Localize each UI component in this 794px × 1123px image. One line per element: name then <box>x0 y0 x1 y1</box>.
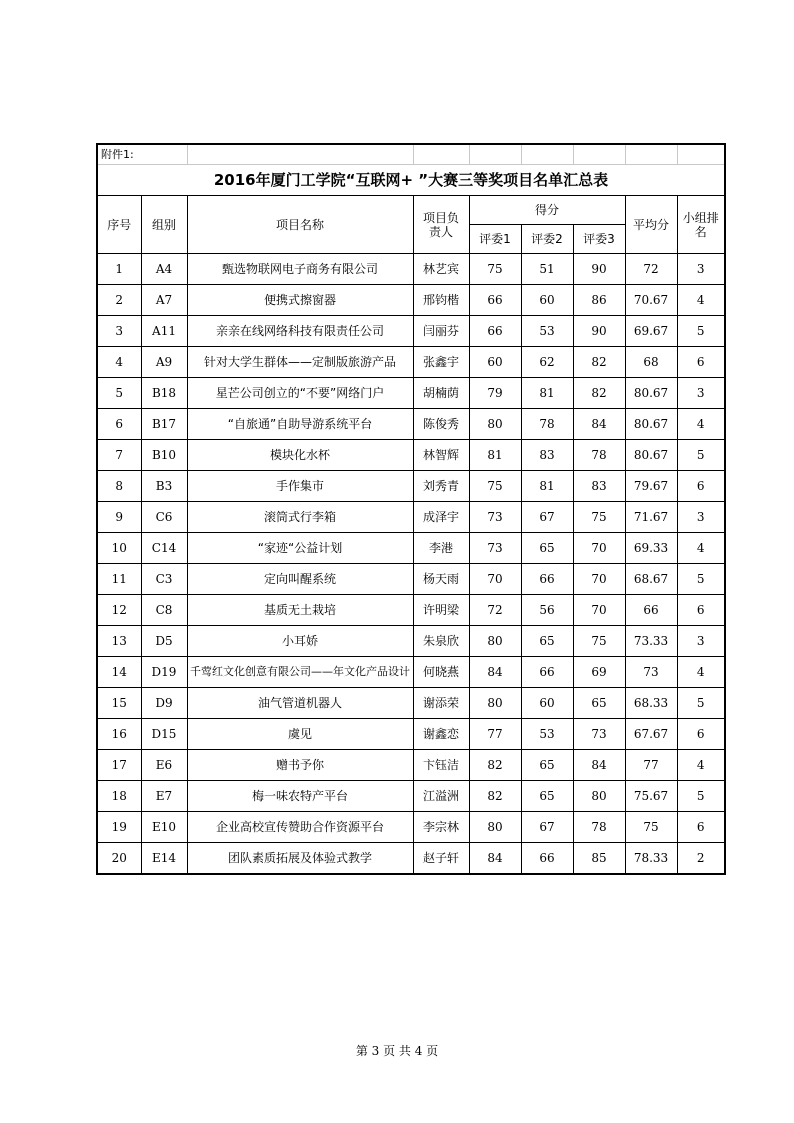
cell-judge1: 80 <box>469 688 521 719</box>
cell-leader: 卞钰洁 <box>413 750 469 781</box>
cell-judge3: 65 <box>573 688 625 719</box>
header-leader: 项目负责人 <box>413 196 469 254</box>
cell-group: B3 <box>141 471 187 502</box>
cell-judge2: 60 <box>521 285 573 316</box>
cell-judge2: 62 <box>521 347 573 378</box>
cell-average: 75.67 <box>625 781 677 812</box>
cell-index: 4 <box>97 347 141 378</box>
cell-index: 20 <box>97 843 141 875</box>
cell-average: 69.33 <box>625 533 677 564</box>
cell-project-name: 千莺红文化创意有限公司——年文化产品设计 <box>187 657 413 688</box>
cell-average: 70.67 <box>625 285 677 316</box>
table-row <box>97 533 725 564</box>
cell-rank: 4 <box>677 285 725 316</box>
cell-judge2: 65 <box>521 781 573 812</box>
cell-group: C14 <box>141 533 187 564</box>
cell-judge3: 84 <box>573 409 625 440</box>
cell-average: 66 <box>625 595 677 626</box>
cell-index: 12 <box>97 595 141 626</box>
cell-leader: 朱泉欣 <box>413 626 469 657</box>
cell-average: 69.67 <box>625 316 677 347</box>
cell-project-name: 企业高校宣传赞助合作资源平台 <box>187 812 413 843</box>
cell-index: 6 <box>97 409 141 440</box>
cell-rank: 4 <box>677 409 725 440</box>
table-title: 2016年厦门工学院“互联网+ ”大赛三等奖项目名单汇总表 <box>97 165 725 196</box>
cell-project-name: “自旅通”自助导游系统平台 <box>187 409 413 440</box>
cell-project-name: 滚筒式行李箱 <box>187 502 413 533</box>
cell-judge2: 65 <box>521 626 573 657</box>
cell-index: 1 <box>97 254 141 285</box>
cell-project-name: 梅一味农特产平台 <box>187 781 413 812</box>
table-row <box>97 471 725 502</box>
cell-index: 2 <box>97 285 141 316</box>
cell-judge2: 53 <box>521 719 573 750</box>
cell-rank: 6 <box>677 595 725 626</box>
cell-rank: 4 <box>677 657 725 688</box>
cell-judge1: 75 <box>469 471 521 502</box>
cell-project-name: 模块化水杯 <box>187 440 413 471</box>
cell-leader: 江溢洲 <box>413 781 469 812</box>
award-table <box>96 143 726 875</box>
cell-judge2: 81 <box>521 471 573 502</box>
cell-average: 68.67 <box>625 564 677 595</box>
table-row <box>97 285 725 316</box>
cell-group: E6 <box>141 750 187 781</box>
table-row <box>97 781 725 812</box>
cell-judge3: 86 <box>573 285 625 316</box>
cell-judge1: 80 <box>469 812 521 843</box>
cell-project-name: “家迹“公益计划 <box>187 533 413 564</box>
cell-rank: 5 <box>677 688 725 719</box>
cell-judge2: 81 <box>521 378 573 409</box>
cell-average: 77 <box>625 750 677 781</box>
cell-average: 73 <box>625 657 677 688</box>
cell-judge2: 83 <box>521 440 573 471</box>
cell-judge3: 83 <box>573 471 625 502</box>
cell-judge2: 67 <box>521 812 573 843</box>
cell-average: 68.33 <box>625 688 677 719</box>
cell-project-name: 赠书予你 <box>187 750 413 781</box>
cell-judge2: 65 <box>521 533 573 564</box>
cell-judge3: 80 <box>573 781 625 812</box>
cell-rank: 6 <box>677 719 725 750</box>
table-row <box>97 564 725 595</box>
cell-judge1: 79 <box>469 378 521 409</box>
cell-project-name: 星芒公司创立的“不要”网络门户 <box>187 378 413 409</box>
cell-group: B18 <box>141 378 187 409</box>
cell-judge1: 82 <box>469 750 521 781</box>
cell-judge1: 77 <box>469 719 521 750</box>
table-row <box>97 719 725 750</box>
cell-judge3: 82 <box>573 378 625 409</box>
cell-leader: 陈俊秀 <box>413 409 469 440</box>
table-row <box>97 750 725 781</box>
cell-leader: 李港 <box>413 533 469 564</box>
header-rank: 小组排名 <box>677 196 725 254</box>
cell-judge1: 84 <box>469 843 521 875</box>
cell-average: 79.67 <box>625 471 677 502</box>
cell-leader: 成泽宇 <box>413 502 469 533</box>
cell-group: E14 <box>141 843 187 875</box>
cell-judge3: 70 <box>573 564 625 595</box>
cell-judge3: 84 <box>573 750 625 781</box>
cell-judge2: 66 <box>521 843 573 875</box>
cell-group: D5 <box>141 626 187 657</box>
cell-index: 10 <box>97 533 141 564</box>
cell-judge1: 82 <box>469 781 521 812</box>
cell-group: D19 <box>141 657 187 688</box>
cell-leader: 谢鑫恋 <box>413 719 469 750</box>
cell-judge1: 80 <box>469 409 521 440</box>
cell-judge3: 85 <box>573 843 625 875</box>
table-row <box>97 843 725 875</box>
cell-index: 8 <box>97 471 141 502</box>
cell-judge1: 84 <box>469 657 521 688</box>
cell-group: E7 <box>141 781 187 812</box>
header-judge2: 评委2 <box>521 225 573 254</box>
cell-average: 80.67 <box>625 440 677 471</box>
table-row <box>97 502 725 533</box>
cell-judge1: 75 <box>469 254 521 285</box>
cell-judge1: 66 <box>469 316 521 347</box>
cell-judge3: 75 <box>573 626 625 657</box>
cell-project-name: 手作集市 <box>187 471 413 502</box>
cell-judge1: 81 <box>469 440 521 471</box>
cell-judge2: 56 <box>521 595 573 626</box>
cell-project-name: 基质无土栽培 <box>187 595 413 626</box>
cell-average: 73.33 <box>625 626 677 657</box>
title-row <box>97 165 725 196</box>
cell-leader: 张鑫宇 <box>413 347 469 378</box>
cell-index: 3 <box>97 316 141 347</box>
cell-group: B10 <box>141 440 187 471</box>
cell-judge2: 65 <box>521 750 573 781</box>
cell-judge3: 90 <box>573 316 625 347</box>
cell-index: 7 <box>97 440 141 471</box>
cell-leader: 刘秀青 <box>413 471 469 502</box>
cell-group: A4 <box>141 254 187 285</box>
cell-judge3: 70 <box>573 533 625 564</box>
cell-judge2: 60 <box>521 688 573 719</box>
cell-leader: 胡楠荫 <box>413 378 469 409</box>
cell-rank: 5 <box>677 781 725 812</box>
cell-project-name: 油气管道机器人 <box>187 688 413 719</box>
cell-judge2: 51 <box>521 254 573 285</box>
cell-group: C3 <box>141 564 187 595</box>
cell-index: 13 <box>97 626 141 657</box>
cell-group: E10 <box>141 812 187 843</box>
cell-judge1: 73 <box>469 502 521 533</box>
cell-rank: 5 <box>677 564 725 595</box>
cell-judge3: 69 <box>573 657 625 688</box>
cell-judge1: 66 <box>469 285 521 316</box>
table-row <box>97 626 725 657</box>
header-index: 序号 <box>97 196 141 254</box>
cell-group: C6 <box>141 502 187 533</box>
cell-judge3: 70 <box>573 595 625 626</box>
cell-project-name: 便携式擦窗器 <box>187 285 413 316</box>
cell-average: 80.67 <box>625 378 677 409</box>
cell-judge3: 82 <box>573 347 625 378</box>
cell-rank: 3 <box>677 254 725 285</box>
cell-judge2: 67 <box>521 502 573 533</box>
cell-judge3: 73 <box>573 719 625 750</box>
cell-judge3: 90 <box>573 254 625 285</box>
cell-leader: 谢添荣 <box>413 688 469 719</box>
cell-group: A11 <box>141 316 187 347</box>
cell-leader: 李宗林 <box>413 812 469 843</box>
table-row <box>97 440 725 471</box>
cell-group: D9 <box>141 688 187 719</box>
cell-leader: 林智辉 <box>413 440 469 471</box>
cell-average: 72 <box>625 254 677 285</box>
table-row <box>97 688 725 719</box>
table-row <box>97 409 725 440</box>
table-row <box>97 378 725 409</box>
cell-leader: 闫丽芬 <box>413 316 469 347</box>
cell-project-name: 团队素质拓展及体验式教学 <box>187 843 413 875</box>
table-row <box>97 316 725 347</box>
cell-index: 17 <box>97 750 141 781</box>
cell-rank: 3 <box>677 626 725 657</box>
cell-group: A9 <box>141 347 187 378</box>
cell-rank: 2 <box>677 843 725 875</box>
table-row <box>97 347 725 378</box>
header-judge3: 评委3 <box>573 225 625 254</box>
table-row <box>97 254 725 285</box>
cell-group: C8 <box>141 595 187 626</box>
cell-leader: 林艺宾 <box>413 254 469 285</box>
cell-project-name: 亲亲在线网络科技有限责任公司 <box>187 316 413 347</box>
cell-average: 75 <box>625 812 677 843</box>
cell-leader: 邢钧楷 <box>413 285 469 316</box>
header-project: 项目名称 <box>187 196 413 254</box>
cell-group: D15 <box>141 719 187 750</box>
cell-judge1: 72 <box>469 595 521 626</box>
cell-average: 80.67 <box>625 409 677 440</box>
cell-rank: 3 <box>677 502 725 533</box>
cell-leader: 赵子轩 <box>413 843 469 875</box>
attachment-row <box>97 144 725 165</box>
header-average: 平均分 <box>625 196 677 254</box>
cell-rank: 3 <box>677 378 725 409</box>
cell-average: 71.67 <box>625 502 677 533</box>
cell-judge3: 78 <box>573 440 625 471</box>
cell-average: 67.67 <box>625 719 677 750</box>
cell-project-name: 甄选物联网电子商务有限公司 <box>187 254 413 285</box>
cell-index: 5 <box>97 378 141 409</box>
cell-average: 78.33 <box>625 843 677 875</box>
cell-judge2: 66 <box>521 657 573 688</box>
cell-average: 68 <box>625 347 677 378</box>
cell-judge2: 66 <box>521 564 573 595</box>
cell-group: A7 <box>141 285 187 316</box>
cell-judge3: 78 <box>573 812 625 843</box>
attachment-label: 附件1: <box>97 144 187 165</box>
cell-judge2: 53 <box>521 316 573 347</box>
cell-leader: 何晓燕 <box>413 657 469 688</box>
cell-judge1: 73 <box>469 533 521 564</box>
cell-project-name: 定向叫醒系统 <box>187 564 413 595</box>
header-score: 得分 <box>469 196 625 225</box>
cell-index: 9 <box>97 502 141 533</box>
cell-judge3: 75 <box>573 502 625 533</box>
header-group: 组别 <box>141 196 187 254</box>
cell-index: 15 <box>97 688 141 719</box>
cell-index: 18 <box>97 781 141 812</box>
cell-rank: 6 <box>677 812 725 843</box>
cell-rank: 4 <box>677 533 725 564</box>
cell-project-name: 针对大学生群体——定制版旅游产品 <box>187 347 413 378</box>
cell-judge1: 70 <box>469 564 521 595</box>
cell-rank: 4 <box>677 750 725 781</box>
cell-index: 16 <box>97 719 141 750</box>
cell-index: 11 <box>97 564 141 595</box>
cell-index: 14 <box>97 657 141 688</box>
cell-index: 19 <box>97 812 141 843</box>
cell-rank: 6 <box>677 347 725 378</box>
cell-project-name: 小耳娇 <box>187 626 413 657</box>
table-row <box>97 595 725 626</box>
cell-group: B17 <box>141 409 187 440</box>
cell-judge2: 78 <box>521 409 573 440</box>
cell-rank: 5 <box>677 316 725 347</box>
table-row <box>97 657 725 688</box>
cell-rank: 5 <box>677 440 725 471</box>
header-row-1 <box>97 196 725 225</box>
table-row <box>97 812 725 843</box>
cell-leader: 许明梁 <box>413 595 469 626</box>
cell-leader: 杨天雨 <box>413 564 469 595</box>
cell-judge1: 60 <box>469 347 521 378</box>
cell-project-name: 虞见 <box>187 719 413 750</box>
summary-sheet <box>96 143 726 875</box>
header-judge1: 评委1 <box>469 225 521 254</box>
page-footer: 第 3 页 共 4 页 <box>355 1044 439 1058</box>
cell-judge1: 80 <box>469 626 521 657</box>
cell-rank: 6 <box>677 471 725 502</box>
